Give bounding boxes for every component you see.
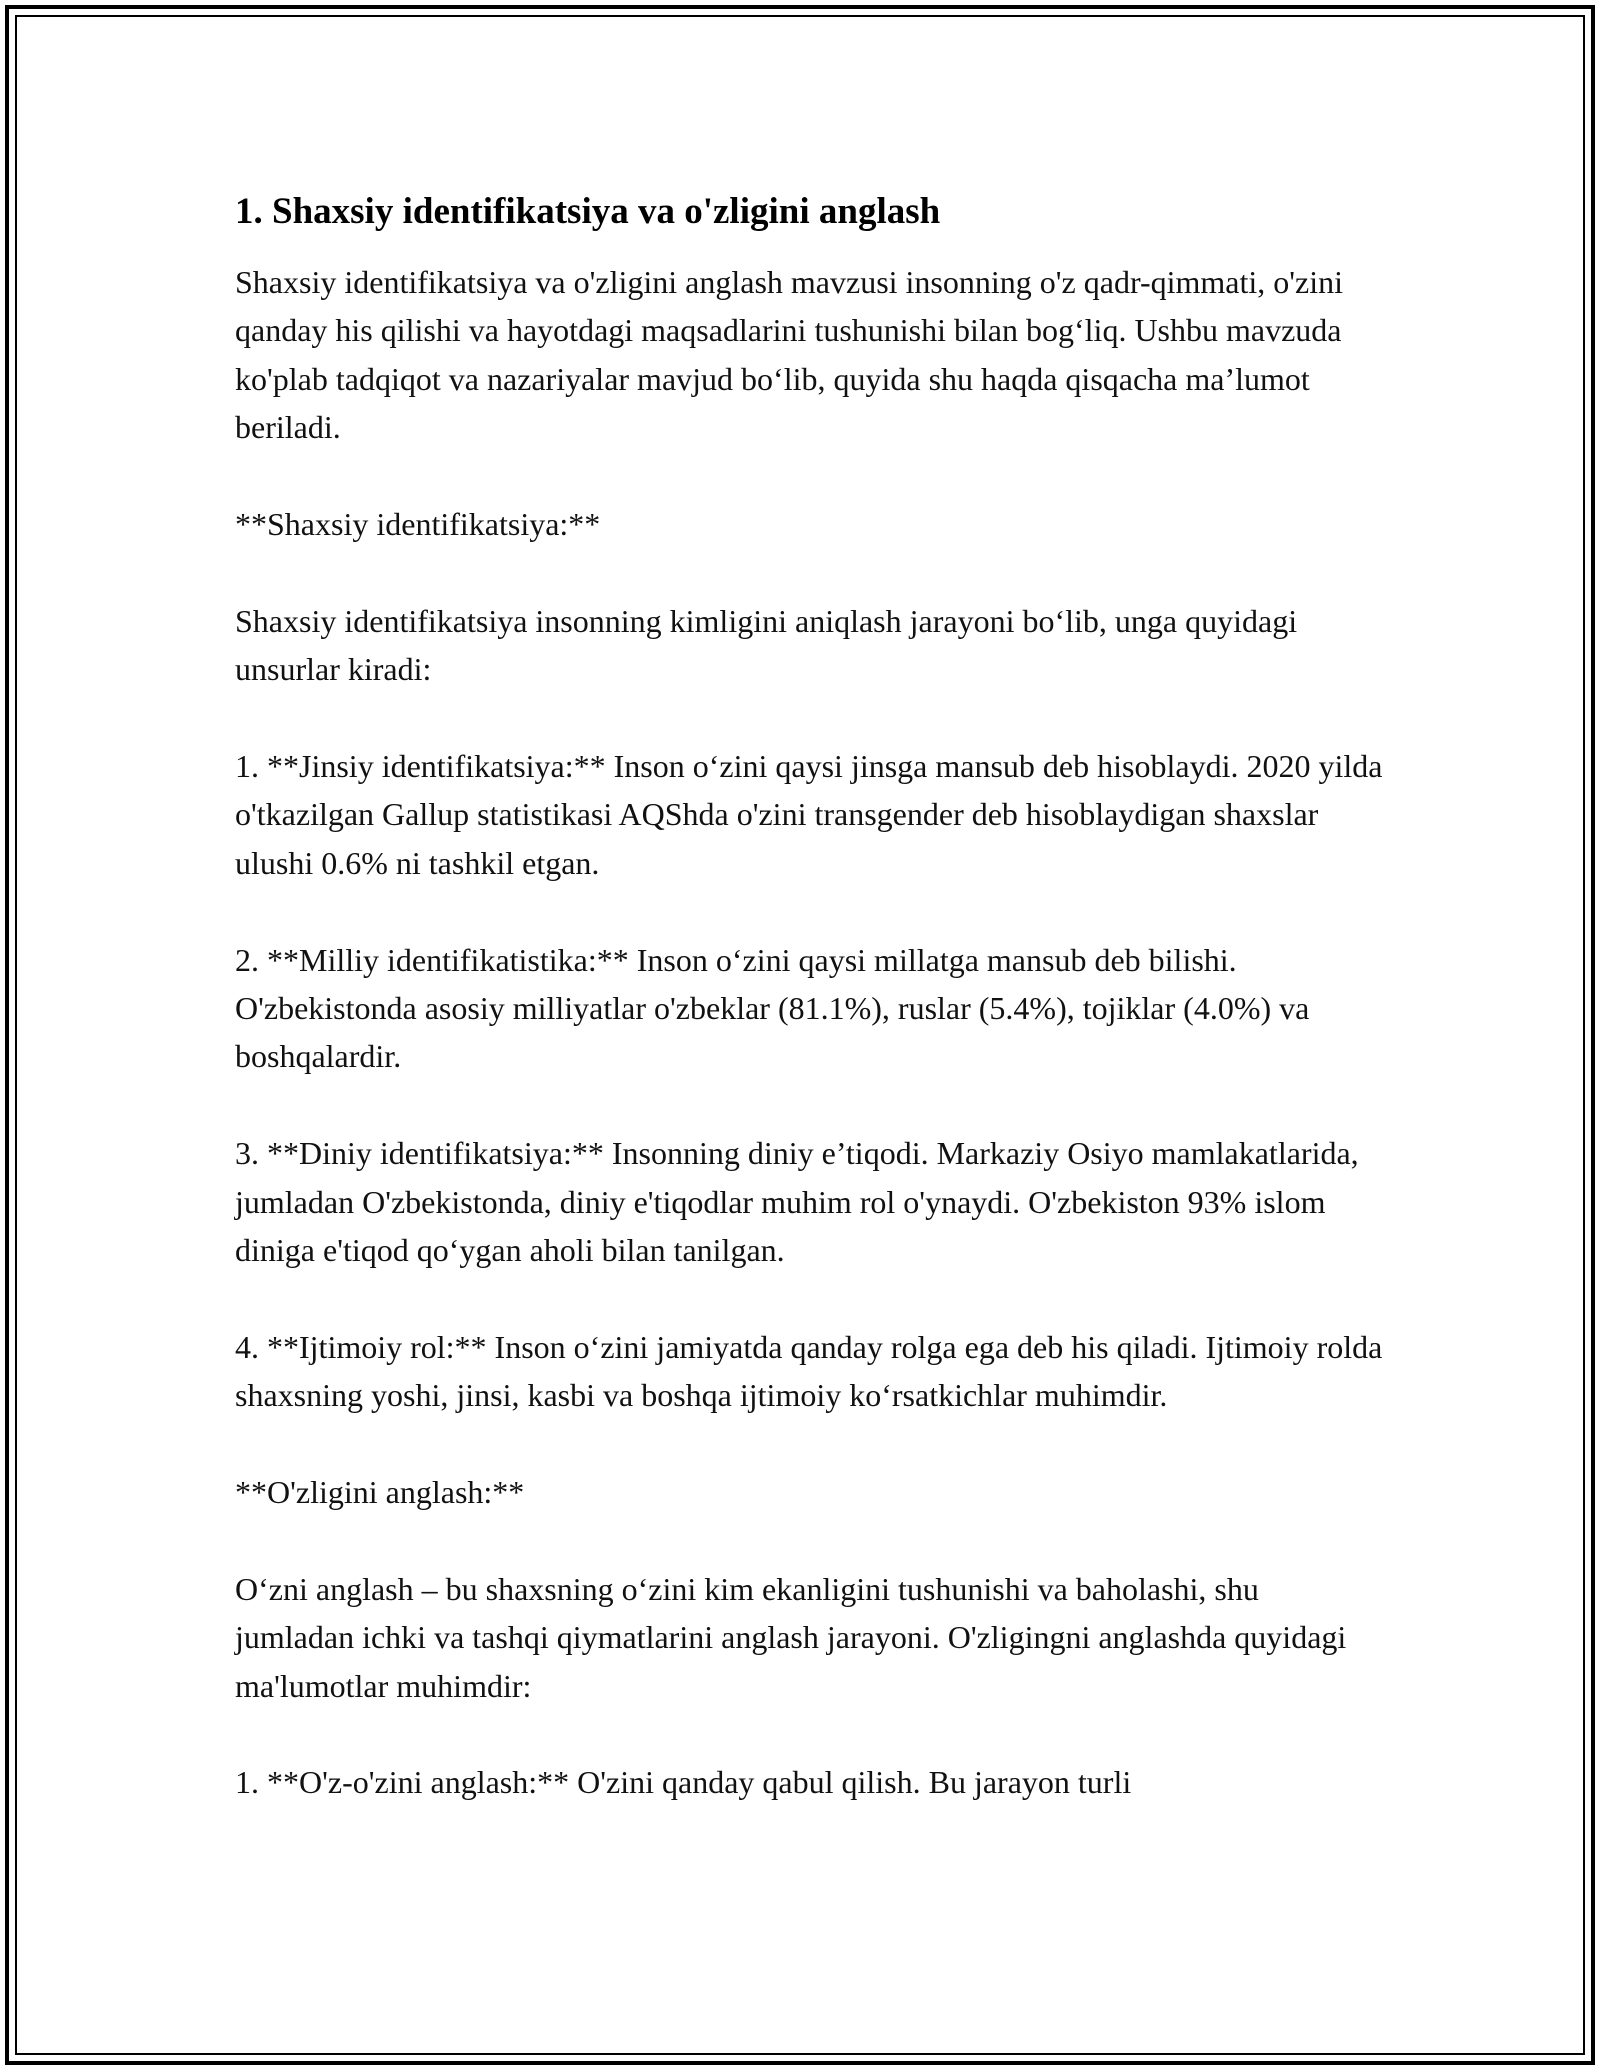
- paragraph-shaxsiy-identifikatsiya: Shaxsiy identifikatsiya insonning kimligini aniqlash jarayoni bo‘lib, unga quyidagi unsurlar kiradi:: [235, 602, 1298, 688]
- list-item-jinsiy-identifikatsiya: 1. **Jinsiy identifikatsiya:** Inson o‘zini qaysi jinsga mansub deb hisoblaydi. 2020 yilda o'tkazilgan Gallup statistikasi AQShda o'zini transgender deb hisoblaydigan shaxslar ulushi 0.6% ni tashkil etgan.: [235, 748, 1383, 881]
- intro-paragraph: Shaxsiy identifikatsiya va o'zligini anglash mavzusi insonning o'z qadr-qimmati, o'zini qanday his qilishi va hayotdagi maqsadlarini tushunishi bilan bog‘liq. Ushbu mavzuda ko'plab tadqiqot va nazariyalar mavjud bo‘lib, quyida shu haqda qisqacha ma’lumot beriladi.: [235, 264, 1344, 446]
- list-item-milliy-identifikatistika: 2. **Milliy identifikatistika:** Inson o‘zini qaysi millatga mansub deb bilishi. O'zbekistonda asosiy milliyatlar o'zbeklar (81.1%), ruslar (5.4%), tojiklar (4.0%) va boshqalardir.: [235, 941, 1310, 1075]
- subheading-shaxsiy-identifikatsiya: **Shaxsiy identifikatsiya:**: [235, 506, 601, 543]
- document-body: [235, 186, 1385, 1855]
- list-item-diniy-identifikatsiya: 3. **Diniy identifikatsiya:** Insonning diniy e’tiqodi. Markaziy Osiyo mamlakatlarida, jumladan O'zbekistonda, diniy e'tiqodlar muhim rol o'ynaydi. O'zbekiston 93% islom diniga e'tiqod qo‘ygan aholi bilan tanilgan.: [235, 1135, 1359, 1269]
- list-item-oz-ozini-anglash: 1. **O'z-o'zini anglash:** O'zini qanday qabul qilish. Bu jarayon turli: [235, 1764, 1132, 1801]
- section-heading: 1. Shaxsiy identifikatsiya va o'zligini anglash: [235, 191, 941, 232]
- list-item-ijtimoiy-rol: 4. **Ijtimoiy rol:** Inson o‘zini jamiyatda qanday rolga ega deb his qiladi. Ijtimoiy rolda shaxsning yoshi, jinsi, kasbi va boshqa ijtimoiy ko‘rsatkichlar muhimdir.: [235, 1328, 1383, 1414]
- paragraph-ozni-anglash: O‘zni anglash – bu shaxsning o‘zini kim ekanligini tushunishi va baholashi, shu jumladan ichki va tashqi qiymatlarini anglash jarayoni. O'zligingni anglashda quyidagi ma'lumotlar muhimdir:: [235, 1570, 1347, 1704]
- subheading-ozligini-anglash: **O'zligini anglash:**: [235, 1474, 525, 1511]
